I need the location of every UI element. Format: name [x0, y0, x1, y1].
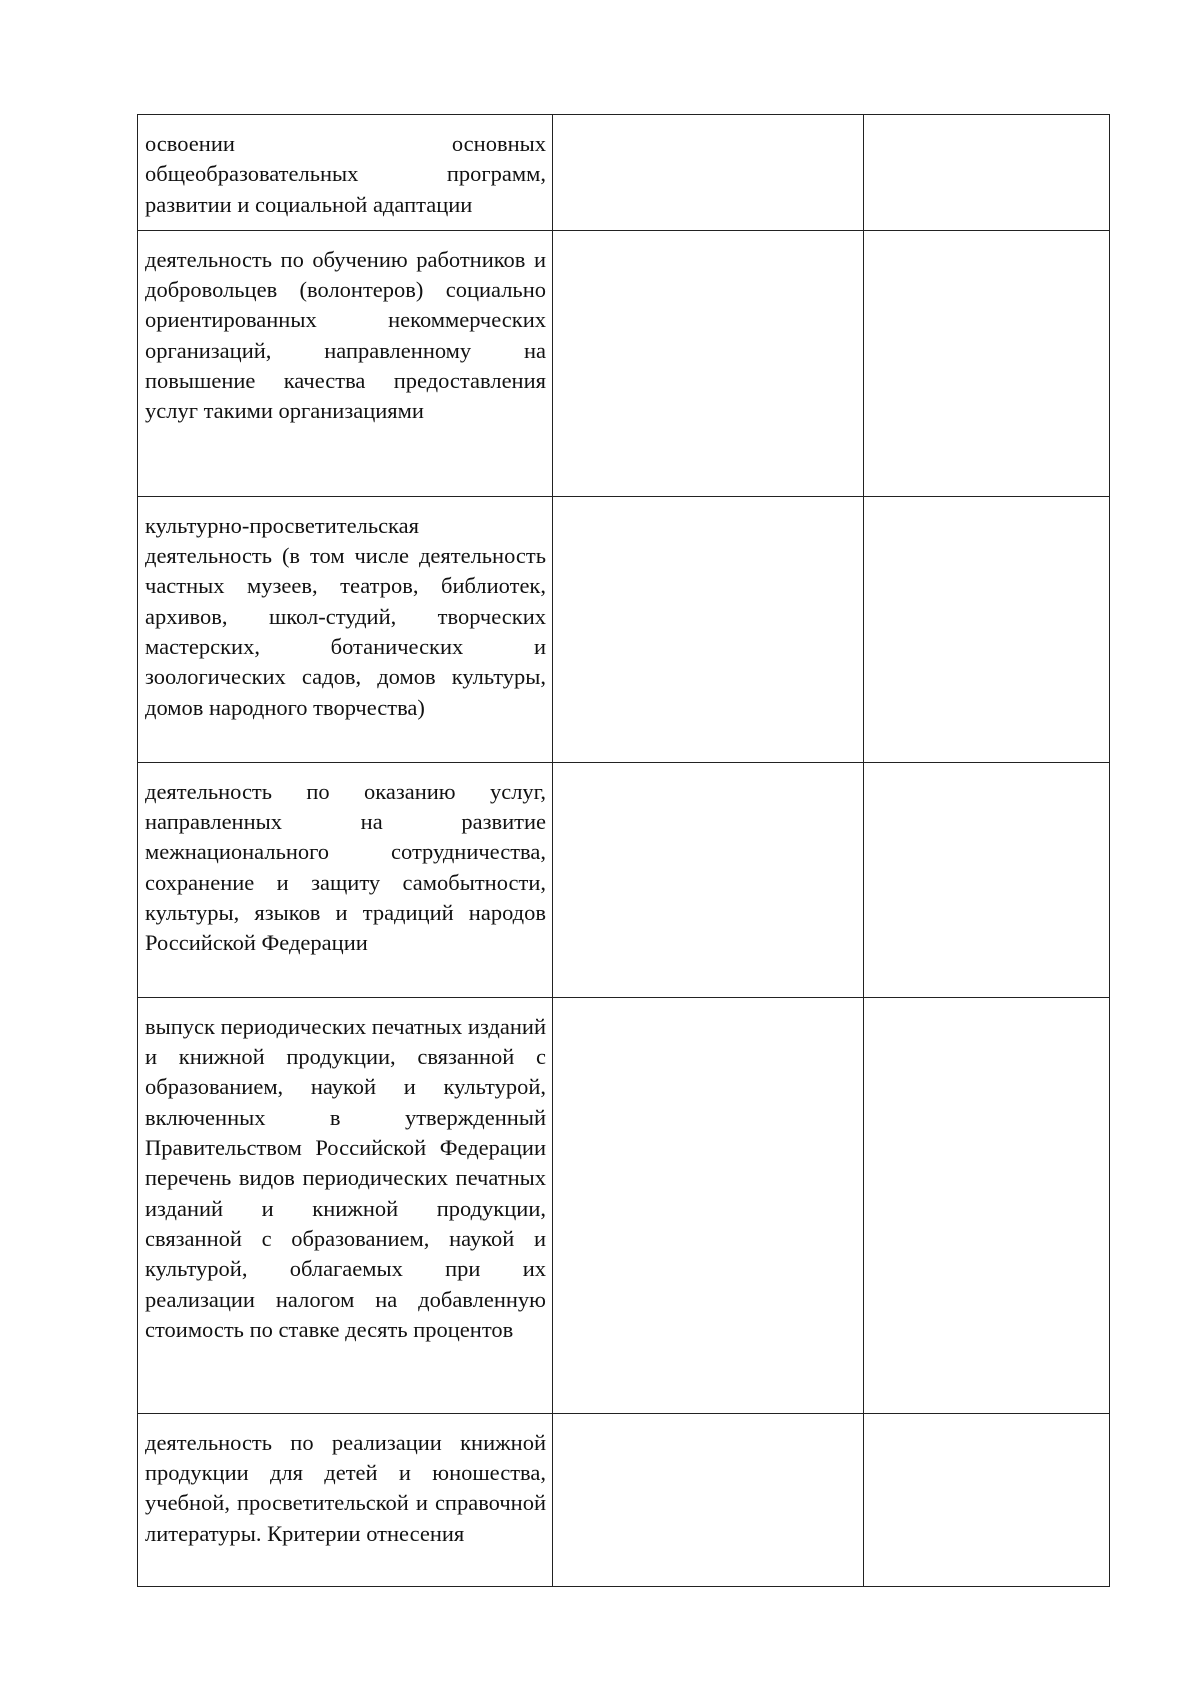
activity-text: деятельность по оказанию услуг, направленных на развитие межнационального сотрудничества, сохранение и защиту самобытности, культуры, языков и традиций народов Российской Федерации — [145, 778, 546, 956]
empty-cell — [864, 496, 1110, 762]
activity-cell — [138, 1413, 553, 1586]
table-row — [138, 115, 1110, 231]
activity-text: выпуск периодических печатных изданий и книжной продукции, связанной с образованием, наукой и культурой, включенных в утвержденный Правительством Российской Федерации перечень видов периодических печатных изданий и книжной продукции, связанной с образованием, наукой и культурой, облагаемых при их реализации налогом на добавленную стоимость по ставке десять процентов — [145, 1013, 546, 1342]
empty-cell — [553, 997, 864, 1413]
empty-cell — [864, 115, 1110, 231]
table-row — [138, 496, 1110, 762]
table-row — [138, 1413, 1110, 1586]
table-row — [138, 230, 1110, 496]
activity-cell — [138, 230, 553, 496]
activity-cell — [138, 496, 553, 762]
empty-cell — [864, 230, 1110, 496]
empty-cell — [864, 1413, 1110, 1586]
empty-cell — [553, 1413, 864, 1586]
activity-cell — [138, 997, 553, 1413]
empty-cell — [553, 496, 864, 762]
empty-cell — [553, 762, 864, 997]
activity-text: культурно-просветительская деятельность (в том числе деятельность частных музеев, театров, библиотек, архивов, школ-студий, творческих мастерских, ботанических и зоологических садов, домов культуры, домов народного творчества) — [145, 512, 546, 720]
activity-text: деятельность по реализации книжной продукции для детей и юношества, учебной, просветительской и справочной литературы. Критерии отнесения — [145, 1429, 546, 1546]
activities-table — [137, 114, 1110, 1587]
activity-text: освоении основных общеобразовательных программ, развитии и социальной адаптации — [145, 131, 546, 217]
activity-cell — [138, 115, 553, 231]
activity-cell — [138, 762, 553, 997]
table-row — [138, 997, 1110, 1413]
empty-cell — [864, 762, 1110, 997]
empty-cell — [553, 230, 864, 496]
activity-text: деятельность по обучению работников и добровольцев (волонтеров) социально ориентированных некоммерческих организаций, направленному на повышение качества предоставления услуг такими организациями — [145, 246, 546, 424]
empty-cell — [864, 997, 1110, 1413]
table-row — [138, 762, 1110, 997]
empty-cell — [553, 115, 864, 231]
